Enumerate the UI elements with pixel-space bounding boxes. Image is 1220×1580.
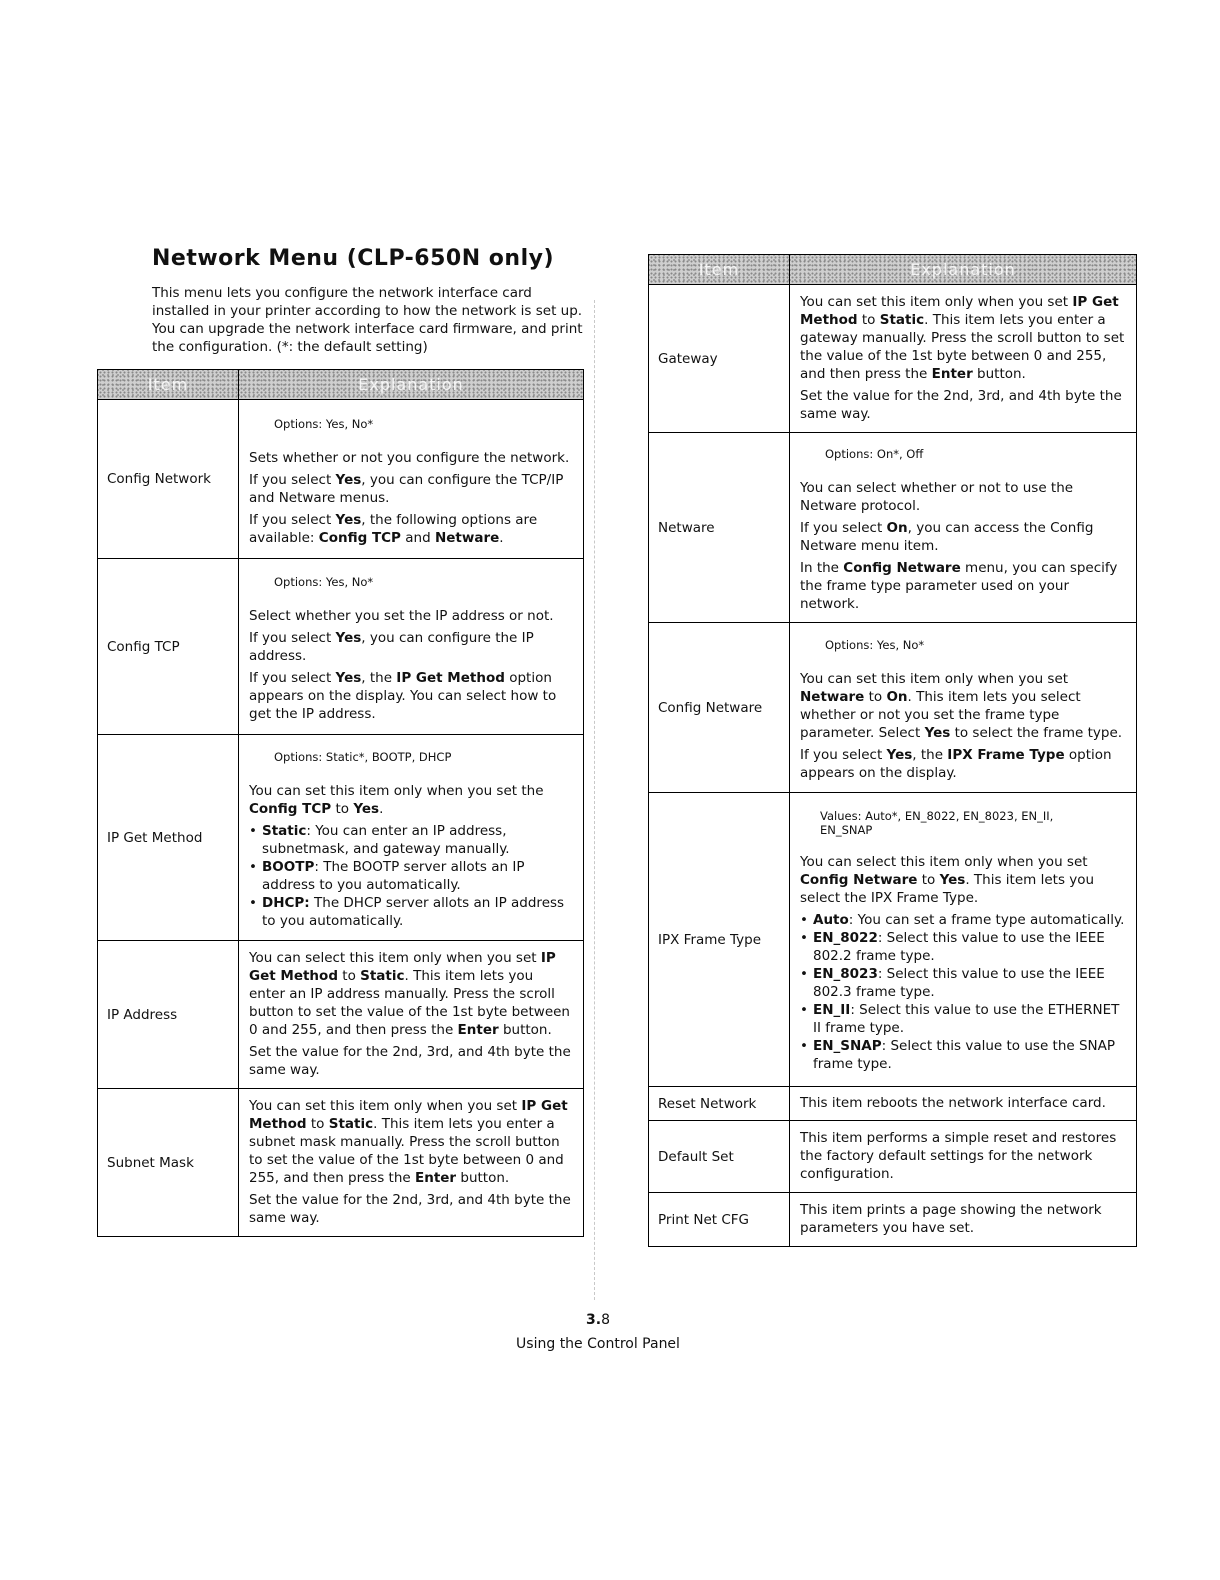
options-text: Options: On*, Off (825, 447, 924, 461)
table-row (649, 623, 1137, 793)
options-text: Options: Static*, BOOTP, DHCP (274, 750, 452, 764)
item-default-set: Default Set (649, 1121, 790, 1193)
list-item: • EN_8022: Select this value to use the IEEE 802.2 frame type. (800, 929, 1126, 965)
explanation-text: You can set this item only when you set IP Get Method to Static. This item lets you enter a subnet mask manually. Press the scroll button to set the value of the 1st byte between 0 and 255, and then press the Enter button. (249, 1098, 568, 1186)
explanation-text: If you select Yes, the IPX Frame Type option appears on the display. (800, 747, 1112, 781)
explanation-config-tcp (239, 559, 584, 735)
page-title: Network Menu (CLP-650N only) (152, 246, 555, 271)
options-text: Options: Yes, No* (825, 638, 925, 652)
explanation-text: You can select this item only when you set Config Netware to Yes. This item lets you select the IPX Frame Type. (800, 854, 1095, 906)
explanation-column-header: Explanation (239, 370, 584, 400)
options-text: Options: Yes, No* (274, 416, 374, 431)
item-print-net-cfg: Print Net CFG (649, 1193, 790, 1247)
option-list (249, 822, 573, 930)
table-row (649, 285, 1137, 433)
explanation-ipx-frame-type (790, 793, 1137, 1087)
network-menu-table-right (648, 254, 1137, 1247)
explanation-text: Set the value for the 2nd, 3rd, and 4th byte the same way. (249, 1192, 571, 1226)
explanation-config-netware (790, 623, 1137, 793)
explanation-print-net-cfg (790, 1193, 1137, 1247)
list-item: • EN_8023: Select this value to use the IEEE 802.3 frame type. (800, 965, 1126, 1001)
explanation-default-set (790, 1121, 1137, 1193)
table-row (98, 735, 584, 941)
item-ip-get-method: IP Get Method (98, 735, 239, 941)
list-item: • BOOTP: The BOOTP server allots an IP address to you automatically. (249, 858, 573, 894)
explanation-text: You can select this item only when you set IP Get Method to Static. This item lets you enter an IP address manually. Press the scroll button to set the value of the 1st byte between 0 and 255, and then press the Enter button. (249, 950, 570, 1038)
list-item: • Auto: You can set a frame type automatically. (800, 911, 1126, 929)
explanation-text: Select whether you set the IP address or not. (249, 608, 554, 624)
table-header (649, 255, 1137, 285)
explanation-text: If you select Yes, you can configure the TCP/IP and Netware menus. (249, 471, 564, 506)
page-number: 3.8 (586, 1312, 610, 1328)
explanation-netware (790, 433, 1137, 623)
options-text: Options: Yes, No* (274, 575, 374, 589)
explanation-reset-network (790, 1087, 1137, 1121)
table-row (98, 559, 584, 735)
intro-paragraph: This menu lets you configure the network interface card installed in your printer according to how the network is set up. You can upgrade the network interface card firmware, and print the configuration. (*: the default setting) (152, 285, 583, 355)
explanation-text: Set the value for the 2nd, 3rd, and 4th byte the same way. (249, 1044, 571, 1078)
explanation-text: If you select On, you can access the Config Netware menu item. (800, 520, 1094, 554)
explanation-gateway (790, 285, 1137, 433)
explanation-text: This item reboots the network interface card. (800, 1095, 1106, 1111)
table-header (98, 370, 584, 400)
explanation-text: You can select whether or not to use the Netware protocol. (800, 480, 1074, 514)
table-row (649, 1193, 1137, 1247)
table-row (649, 1087, 1137, 1121)
table-row (98, 400, 584, 559)
explanation-text: Sets whether or not you configure the network. (249, 449, 570, 466)
explanation-text: This item prints a page showing the network parameters you have set. (800, 1202, 1102, 1236)
list-item: • EN_II: Select this value to use the ETHERNET II frame type. (800, 1001, 1126, 1037)
item-subnet-mask: Subnet Mask (98, 1089, 239, 1237)
item-gateway: Gateway (649, 285, 790, 433)
item-config-netware: Config Netware (649, 623, 790, 793)
item-column-header: Item (649, 255, 790, 285)
table-row (649, 1121, 1137, 1193)
item-ipx-frame-type: IPX Frame Type (649, 793, 790, 1087)
explanation-column-header: Explanation (790, 255, 1137, 285)
explanation-text: If you select Yes, you can configure the IP address. (249, 630, 534, 664)
network-menu-table-left (97, 369, 584, 1237)
item-reset-network: Reset Network (649, 1087, 790, 1121)
explanation-subnet-mask (239, 1089, 584, 1237)
item-netware: Netware (649, 433, 790, 623)
explanation-config-network (239, 400, 584, 559)
table-row (649, 433, 1137, 623)
explanation-text: You can set this item only when you set Netware to On. This item lets you select whether or not you set the frame type parameter. Select Yes to select the frame type. (800, 671, 1123, 741)
item-config-network: Config Network (98, 400, 239, 559)
table-row (98, 1089, 584, 1237)
item-ip-address: IP Address (98, 941, 239, 1089)
list-item: • Static: You can enter an IP address, subnetmask, and gateway manually. (249, 822, 573, 858)
footer-section-title: Using the Control Panel (516, 1336, 680, 1352)
table-row (649, 793, 1137, 1087)
explanation-ip-address (239, 941, 584, 1089)
explanation-text: This item performs a simple reset and restores the factory default settings for the network configuration. (800, 1130, 1117, 1182)
explanation-text: Set the value for the 2nd, 3rd, and 4th byte the same way. (800, 388, 1122, 422)
value-list (800, 911, 1126, 1073)
list-item: • EN_SNAP: Select this value to use the SNAP frame type. (800, 1037, 1126, 1073)
column-divider (594, 300, 595, 1300)
explanation-text: If you select Yes, the IP Get Method option appears on the display. You can select how to get the IP address. (249, 670, 557, 722)
explanation-text: In the Config Netware menu, you can specify the frame type parameter used on your network. (800, 560, 1118, 612)
explanation-ip-get-method (239, 735, 584, 941)
values-text: Values: Auto*, EN_8022, EN_8023, EN_II, EN_SNAP (820, 809, 1054, 837)
explanation-text: You can set this item only when you set IP Get Method to Static. This item lets you enter a gateway manually. Press the scroll button to set the value of the 1st byte between 0 and 255, and then press the Enter button. (800, 294, 1125, 382)
explanation-text: If you select Yes, the following options are available: Config TCP and Netware. (249, 511, 538, 546)
table-row (98, 941, 584, 1089)
item-column-header: Item (98, 370, 239, 400)
explanation-text: You can set this item only when you set the Config TCP to Yes. (249, 783, 544, 817)
item-config-tcp: Config TCP (98, 559, 239, 735)
list-item: • DHCP: The DHCP server allots an IP address to you automatically. (249, 894, 573, 930)
